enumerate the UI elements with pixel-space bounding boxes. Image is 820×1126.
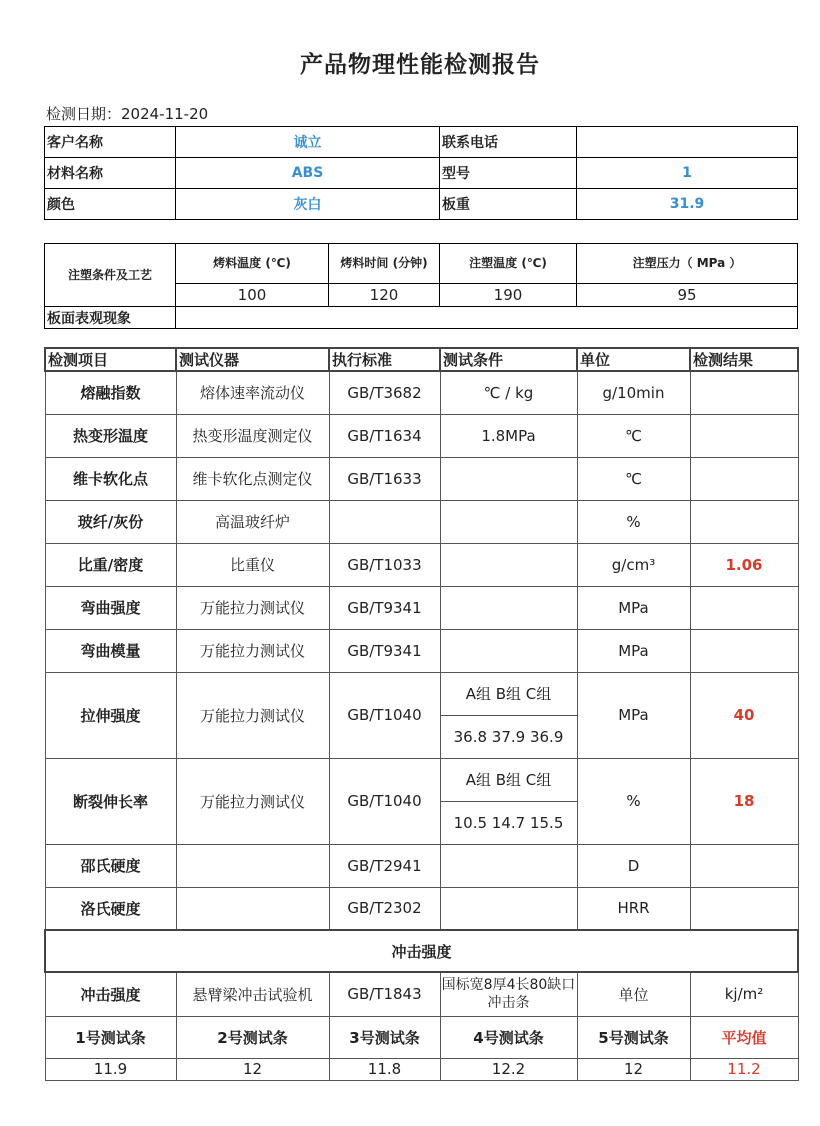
test-item: 熔融指数 — [45, 371, 176, 414]
test-instrument: 万能拉力测试仪 — [176, 629, 329, 672]
test-standard: GB/T1040 — [329, 758, 440, 844]
bar-value: 12 — [176, 1058, 329, 1080]
test-condition — [440, 844, 577, 887]
info-label: 型号 — [440, 158, 577, 189]
test-groups: A组 B组 C组 — [440, 672, 577, 715]
info-value: 诚立 — [176, 127, 440, 158]
bar-value: 11.8 — [329, 1058, 440, 1080]
test-unit: MPa — [577, 672, 690, 758]
test-row — [45, 543, 798, 586]
test-unit: % — [577, 500, 690, 543]
impact-instrument: 悬臂梁冲击试验机 — [176, 972, 329, 1016]
bar-value: 12.2 — [440, 1058, 577, 1080]
tensile-row — [45, 672, 798, 715]
info-label: 客户名称 — [45, 127, 176, 158]
test-item: 断裂伸长率 — [45, 758, 176, 844]
test-item: 热变形温度 — [45, 414, 176, 457]
surface-value — [176, 307, 798, 329]
test-result: 18 — [690, 758, 798, 844]
test-condition — [440, 629, 577, 672]
test-groups: A组 B组 C组 — [440, 758, 577, 801]
impact-item: 冲击强度 — [45, 972, 176, 1016]
process-value: 190 — [440, 284, 577, 307]
info-label: 联系电话 — [440, 127, 577, 158]
col-header: 单位 — [577, 348, 690, 371]
elongation-row — [45, 758, 798, 801]
test-header-row — [45, 348, 798, 371]
test-unit: D — [577, 844, 690, 887]
info-value: 1 — [577, 158, 798, 189]
test-result — [690, 414, 798, 457]
test-row — [45, 586, 798, 629]
customer-info-table — [44, 126, 798, 220]
test-row — [45, 887, 798, 930]
info-label: 材料名称 — [45, 158, 176, 189]
test-instrument: 万能拉力测试仪 — [176, 672, 329, 758]
test-item: 弯曲模量 — [45, 629, 176, 672]
test-instrument: 比重仪 — [176, 543, 329, 586]
test-item: 邵氏硬度 — [45, 844, 176, 887]
impact-unit-label: 单位 — [577, 972, 690, 1016]
average-label: 平均值 — [690, 1016, 798, 1058]
info-row — [45, 189, 798, 220]
info-label: 颜色 — [45, 189, 176, 220]
process-table — [44, 243, 798, 329]
test-condition — [440, 586, 577, 629]
test-instrument — [176, 844, 329, 887]
surface-row — [45, 307, 798, 329]
test-standard: GB/T2302 — [329, 887, 440, 930]
test-item: 拉伸强度 — [45, 672, 176, 758]
bar-label: 2号测试条 — [176, 1016, 329, 1058]
info-value: ABS — [176, 158, 440, 189]
impact-unit: kj/m² — [690, 972, 798, 1016]
test-result — [690, 371, 798, 414]
test-instrument — [176, 887, 329, 930]
test-unit: ℃ — [577, 457, 690, 500]
test-group-values: 10.5 14.7 15.5 — [440, 801, 577, 844]
test-standard: GB/T1633 — [329, 457, 440, 500]
test-results-table — [44, 347, 799, 1081]
col-header: 执行标准 — [329, 348, 440, 371]
bar-label: 3号测试条 — [329, 1016, 440, 1058]
info-value: 31.9 — [577, 189, 798, 220]
test-standard: GB/T1033 — [329, 543, 440, 586]
impact-section-title: 冲击强度 — [45, 930, 798, 972]
test-condition: 1.8MPa — [440, 414, 577, 457]
test-group-values: 36.8 37.9 36.9 — [440, 715, 577, 758]
test-result — [690, 457, 798, 500]
process-label: 注塑条件及工艺 — [45, 244, 176, 307]
bar-value: 12 — [577, 1058, 690, 1080]
test-instrument: 万能拉力测试仪 — [176, 758, 329, 844]
test-result — [690, 844, 798, 887]
test-instrument: 熔体速率流动仪 — [176, 371, 329, 414]
test-standard: GB/T1040 — [329, 672, 440, 758]
test-item: 弯曲强度 — [45, 586, 176, 629]
test-standard: GB/T2941 — [329, 844, 440, 887]
test-result: 40 — [690, 672, 798, 758]
test-instrument: 热变形温度测定仪 — [176, 414, 329, 457]
bar-label: 4号测试条 — [440, 1016, 577, 1058]
test-condition — [440, 887, 577, 930]
info-value — [577, 127, 798, 158]
process-value: 100 — [176, 284, 329, 307]
impact-standard: GB/T1843 — [329, 972, 440, 1016]
test-item: 维卡软化点 — [45, 457, 176, 500]
average-value: 11.2 — [690, 1058, 798, 1080]
impact-condition: 国标宽8厚4长80缺口冲击条 — [440, 972, 577, 1016]
test-item: 玻纤/灰份 — [45, 500, 176, 543]
test-unit: HRR — [577, 887, 690, 930]
bar-value-row — [45, 1058, 798, 1080]
test-result — [690, 586, 798, 629]
test-standard: GB/T9341 — [329, 629, 440, 672]
test-standard: GB/T1634 — [329, 414, 440, 457]
test-standard: GB/T3682 — [329, 371, 440, 414]
col-header: 测试仪器 — [176, 348, 329, 371]
process-header-row — [45, 244, 798, 284]
bar-label: 1号测试条 — [45, 1016, 176, 1058]
process-value: 95 — [577, 284, 798, 307]
surface-label: 板面表观现象 — [45, 307, 176, 329]
test-result — [690, 629, 798, 672]
test-instrument: 万能拉力测试仪 — [176, 586, 329, 629]
test-row — [45, 457, 798, 500]
impact-section-row — [45, 930, 798, 972]
process-header: 烤料温度 (℃) — [176, 244, 329, 284]
process-header: 注塑温度 (℃) — [440, 244, 577, 284]
test-row — [45, 629, 798, 672]
test-result — [690, 887, 798, 930]
process-header: 烤料时间 (分钟) — [329, 244, 440, 284]
test-condition — [440, 500, 577, 543]
col-header: 测试条件 — [440, 348, 577, 371]
test-condition — [440, 543, 577, 586]
process-value: 120 — [329, 284, 440, 307]
test-row — [45, 500, 798, 543]
test-condition — [440, 457, 577, 500]
info-label: 板重 — [440, 189, 577, 220]
report-title: 产品物理性能检测报告 — [300, 52, 540, 78]
test-unit: g/10min — [577, 371, 690, 414]
test-unit: g/cm³ — [577, 543, 690, 586]
test-unit: MPa — [577, 586, 690, 629]
bar-label-row — [45, 1016, 798, 1058]
test-standard: GB/T9341 — [329, 586, 440, 629]
test-result: 1.06 — [690, 543, 798, 586]
test-result — [690, 500, 798, 543]
test-date: 检测日期：2024-11-20 — [46, 105, 209, 123]
test-row — [45, 371, 798, 414]
test-unit: ℃ — [577, 414, 690, 457]
test-row — [45, 414, 798, 457]
info-row — [45, 127, 798, 158]
col-header: 检测项目 — [45, 348, 176, 371]
test-unit: % — [577, 758, 690, 844]
col-header: 检测结果 — [690, 348, 798, 371]
test-item: 洛氏硬度 — [45, 887, 176, 930]
test-instrument: 高温玻纤炉 — [176, 500, 329, 543]
test-condition: ℃ / kg — [440, 371, 577, 414]
test-instrument: 维卡软化点测定仪 — [176, 457, 329, 500]
info-value: 灰白 — [176, 189, 440, 220]
process-header: 注塑压力（ MPa ） — [577, 244, 798, 284]
bar-label: 5号测试条 — [577, 1016, 690, 1058]
info-row — [45, 158, 798, 189]
test-item: 比重/密度 — [45, 543, 176, 586]
bar-value: 11.9 — [45, 1058, 176, 1080]
impact-row — [45, 972, 798, 1016]
test-unit: MPa — [577, 629, 690, 672]
test-standard — [329, 500, 440, 543]
test-row — [45, 844, 798, 887]
